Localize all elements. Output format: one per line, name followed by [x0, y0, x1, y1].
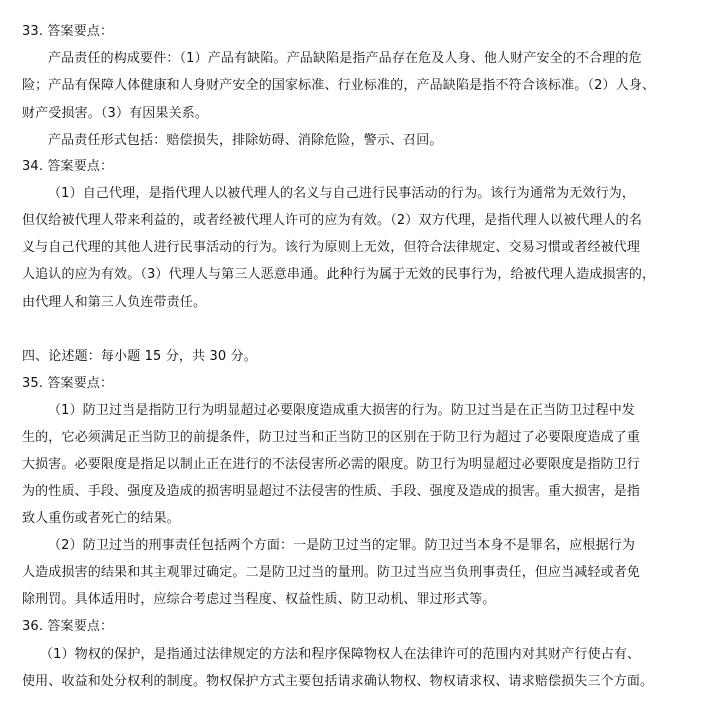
q33-para1-line2: 险；产品有保障人体健康和人身财产安全的国家标准、行业标准的，产品缺陷是指不符合该标准。（2）人身、 [22, 78, 656, 93]
q36-heading: 36. 答案要点： [22, 619, 114, 634]
q35-para1-line2: 生的，它必须满足正当防卫的前提条件，防卫过当和正当防卫的区别在于防卫行为超过了必要限度造成了重 [22, 430, 641, 445]
q35-para2-line1: （2）防卫过当的刑事责任包括两个方面：一是防卫过当的定罪。防卫过当本身不是罪名，应根据行为 [48, 538, 636, 553]
q36-para1-line2: 使用、收益和处分权利的制度。物权保护方式主要包括请求确认物权、物权请求权、请求赔偿损失三个方面。 [22, 674, 654, 689]
q34-heading: 34. 答案要点： [22, 159, 114, 174]
section4-heading: 四、论述题：每小题 15 分，共 30 分。 [22, 349, 257, 364]
q36-para1-line1: （1）物权的保护，是指通过法律规定的方法和程序保障物权人在法律许可的范围内对其财产行使占有、 [40, 647, 641, 662]
q35-para1-line1: （1）防卫过当是指防卫行为明显超过必要限度造成重大损害的行为。防卫过当是在正当防卫过程中发 [48, 403, 636, 418]
q35-para1-line5: 致人重伤或者死亡的结果。 [22, 511, 180, 526]
q34-para1-line1: （1）自己代理，是指代理人以被代理人的名义与自己进行民事活动的行为。该行为通常为无效行为， [48, 186, 636, 201]
q35-para1-line4: 为的性质、手段、强度及造成的损害明显超过不法侵害的性质、手段、强度及造成的损害。重大损害，是指 [22, 484, 641, 499]
q33-para2: 产品责任形式包括：赔偿损失，排除妨碍、消除危险，警示、召回。 [48, 133, 443, 148]
q35-para2-line2: 人造成损害的结果和其主观罪过确定。二是防卫过当的量刑。防卫过当应当负刑事责任，但应当减轻或者免 [22, 565, 641, 580]
q35-heading: 35. 答案要点： [22, 376, 114, 391]
q34-para1-line3: 义与自己代理的其他人进行民事活动的行为。该行为原则上无效，但符合法律规定、交易习惯或者经被代理 [22, 240, 641, 255]
q35-para2-line3: 除刑罚。具体适用时，应综合考虑过当程度、权益性质、防卫动机、罪过形式等。 [22, 592, 496, 607]
q33-heading: 33. 答案要点： [22, 24, 114, 39]
q35-para1-line3: 大损害。必要限度是指足以制止正在进行的不法侵害所必需的限度。防卫行为明显超过必要限度是指防卫行 [22, 457, 641, 472]
q34-para1-line4: 人追认的应为有效。（3）代理人与第三人恶意串通。此种行为属于无效的民事行为，给被代理人造成损害的， [22, 267, 656, 282]
q33-para1-line3: 财产受损害。（3）有因果关系。 [22, 106, 209, 121]
q34-para1-line2: 但仅给被代理人带来利益的，或者经被代理人许可的应为有效。（2）双方代理，是指代理人以被代理人的名 [22, 213, 642, 228]
q34-para1-line5: 由代理人和第三人负连带责任。 [22, 295, 207, 310]
q33-para1-line1: 产品责任的构成要件：（1）产品有缺陷。产品缺陷是指产品存在危及人身、他人财产安全的不合理的危 [48, 51, 642, 66]
